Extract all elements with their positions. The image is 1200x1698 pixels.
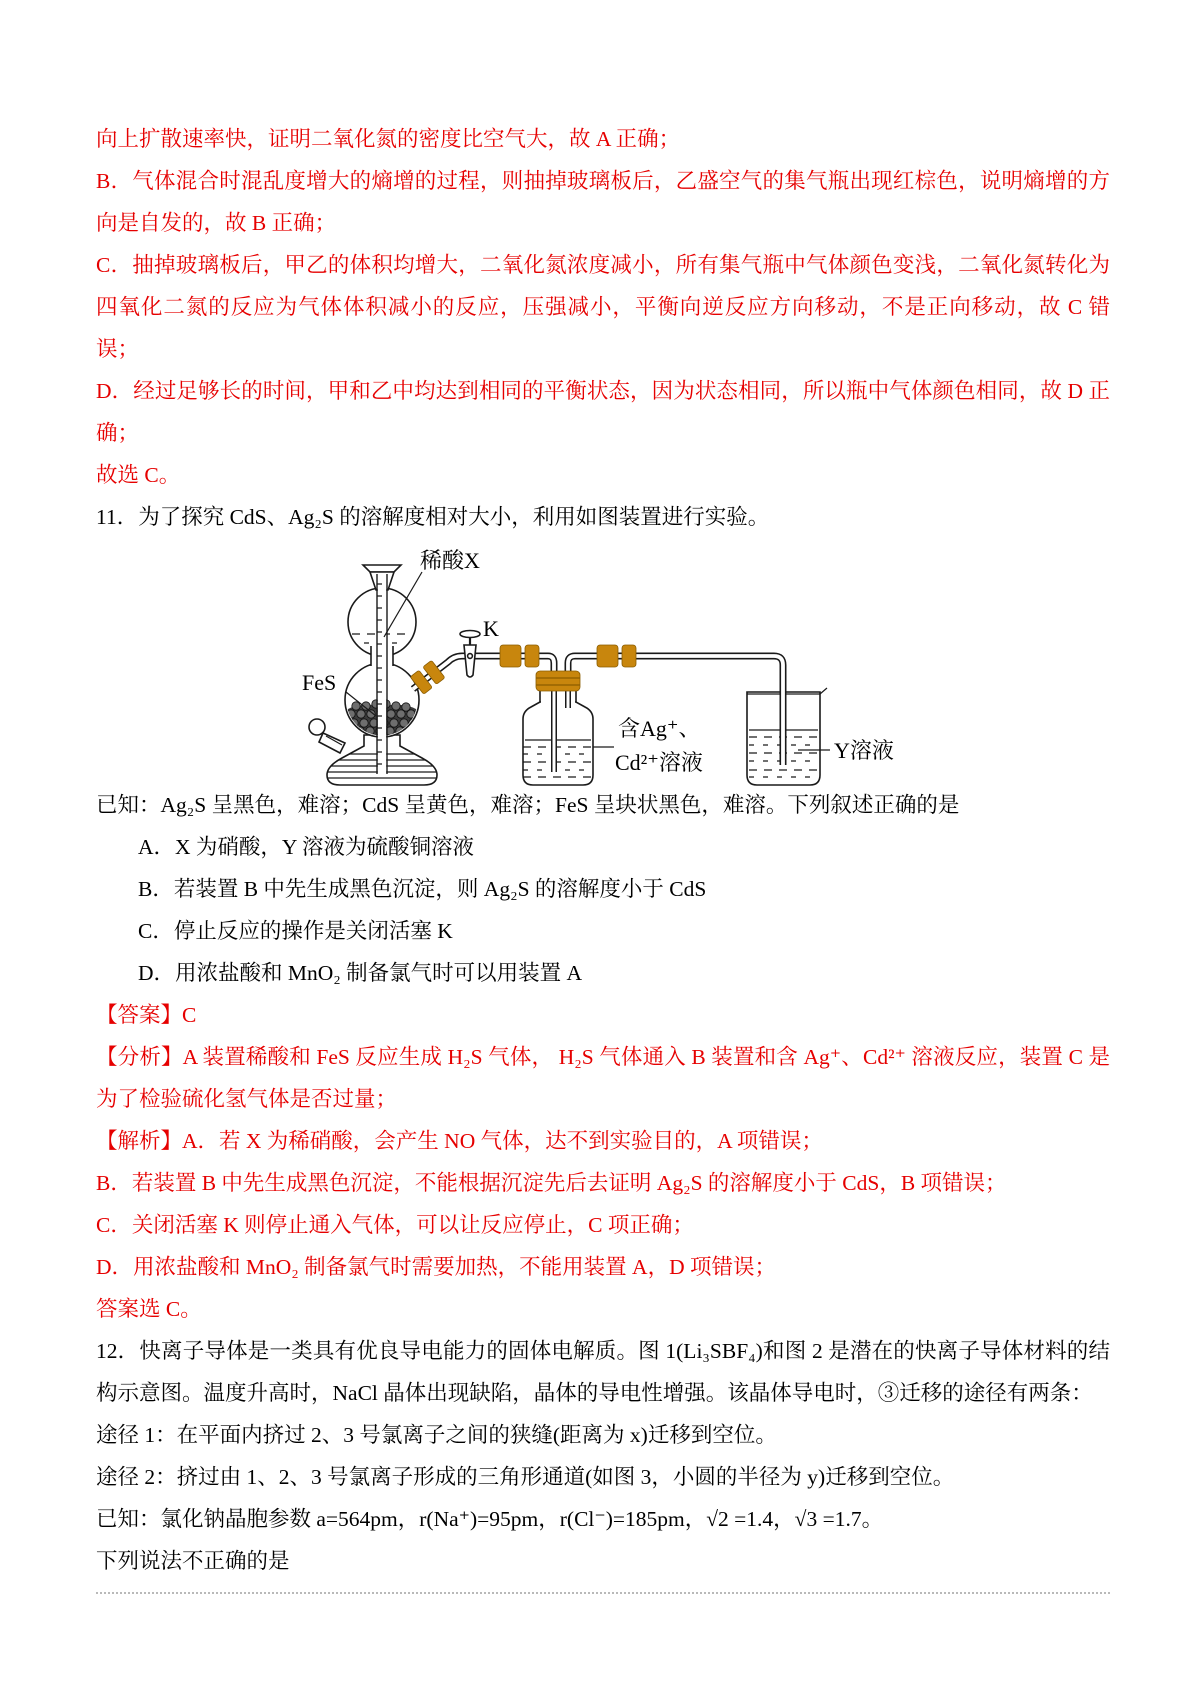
- label-solution-b-line2: Cd²⁺溶液: [615, 750, 703, 775]
- q11-explanation-b: B．若装置 B 中先生成黑色沉淀，不能根据沉淀先后去证明 Ag₂S 的溶解度小于 CdS，B 项错误；: [96, 1171, 1007, 1195]
- q11-known-facts: 已知：Ag₂S 呈黑色，难溶；CdS 呈黄色，难溶；FeS 呈块状黑色，难溶。下列叙述正确的是: [96, 793, 960, 817]
- q11-option-b: B．若装置 B 中先生成黑色沉淀，则 Ag₂S 的溶解度小于 CdS: [138, 877, 707, 901]
- label-fes: FeS: [302, 670, 337, 695]
- q12-path1: 途径 1：在平面内挤过 2、3 号氯离子之间的狭缝(距离为 x)迁移到空位。: [96, 1423, 777, 1447]
- bottle-stopper: [536, 671, 580, 691]
- rubber-sleeve: [597, 645, 636, 667]
- question-12-stem: 12．快离子导体是一类具有优良导电能力的固体电解质。图 1(Li₃SBF₄)和图 2 是潜在的快离子导体材料的结构示意图。温度升高时，NaCl 晶体出现缺陷，晶体的导电性增强。该晶体导电时，③迁移的途径有两条：: [96, 1339, 1110, 1405]
- q11-analysis: 【分析】A 装置稀酸和 FeS 反应生成 H₂S 气体， H₂S 气体通入 B 装置和含 Ag⁺、Cd²⁺ 溶液反应，装置 C 是为了检验硫化氢气体是否过量；: [96, 1045, 1110, 1111]
- q10-explanation-d: D．经过足够长的时间，甲和乙中均达到相同的平衡状态，因为状态相同，所以瓶中气体颜色相同，故 D 正确；: [96, 379, 1110, 445]
- gas-washing-bottle: [523, 691, 593, 785]
- apparatus-diagram: [300, 544, 920, 794]
- q11-conclusion: 答案选 C。: [96, 1297, 202, 1321]
- q11-option-c: C．停止反应的操作是关闭活塞 K: [138, 919, 453, 943]
- q10-conclusion: 故选 C。: [96, 463, 181, 487]
- q10-explanation-b: B．气体混合时混乱度增大的熵增的过程，则抽掉玻璃板后，乙盛空气的集气瓶出现红棕色，说明熵增的方向是自发的，故 B 正确；: [96, 169, 1110, 235]
- q12-known: 已知：氯化钠晶胞参数 a=564pm，r(Na⁺)=95pm，r(Cl⁻)=185pm，√2 =1.4，√3 =1.7。: [96, 1507, 884, 1531]
- q11-option-d: D．用浓盐酸和 MnO₂ 制备氯气时可以用装置 A: [138, 961, 583, 985]
- label-dilute-acid: 稀酸X: [420, 548, 480, 573]
- label-stopcock-k: K: [483, 616, 499, 641]
- drain-stopper: [309, 719, 345, 753]
- q12-path2: 途径 2：挤过由 1、2、3 号氯离子形成的三角形通道(如图 3，小圆的半径为 y)迁移到空位。: [96, 1465, 955, 1489]
- inner-tube: [377, 574, 387, 774]
- beaker: [747, 688, 827, 785]
- q10-explanation-a-tail: 向上扩散速率快，证明二氧化氮的密度比空气大，故 A 正确；: [96, 127, 681, 151]
- label-solution-y: Y溶液: [834, 738, 894, 763]
- q10-explanation-c: C．抽掉玻璃板后，甲乙的体积均增大，二氧化氮浓度减小，所有集气瓶中气体颜色变浅，二氧化氮转化为四氧化二氮的反应为气体体积减小的反应，压强减小，平衡向逆反应方向移动，不是正向移动，故 C 错误；: [96, 253, 1110, 361]
- page-break-divider: [96, 1592, 1110, 1594]
- q11-explanation-d: D．用浓盐酸和 MnO₂ 制备氯气时需要加热，不能用装置 A，D 项错误；: [96, 1255, 776, 1279]
- apparatus-figure: [96, 538, 1110, 784]
- q11-option-a: A．X 为硝酸，Y 溶液为硫酸铜溶液: [138, 835, 475, 859]
- rubber-sleeve: [500, 645, 539, 667]
- q11-answer: 【答案】C: [96, 1003, 197, 1027]
- q11-explanation-c: C．关闭活塞 K 则停止通入气体，可以让反应停止，C 项正确；: [96, 1213, 694, 1237]
- q12-question: 下列说法不正确的是: [96, 1549, 290, 1573]
- label-solution-b-line1: 含Ag⁺、: [618, 716, 701, 741]
- question-11-stem: 11．为了探究 CdS、Ag₂S 的溶解度相对大小，利用如图装置进行实验。: [96, 505, 770, 529]
- q11-explanation-a: 【解析】A．若 X 为稀硝酸，会产生 NO 气体，达不到实验目的，A 项错误；: [96, 1129, 823, 1153]
